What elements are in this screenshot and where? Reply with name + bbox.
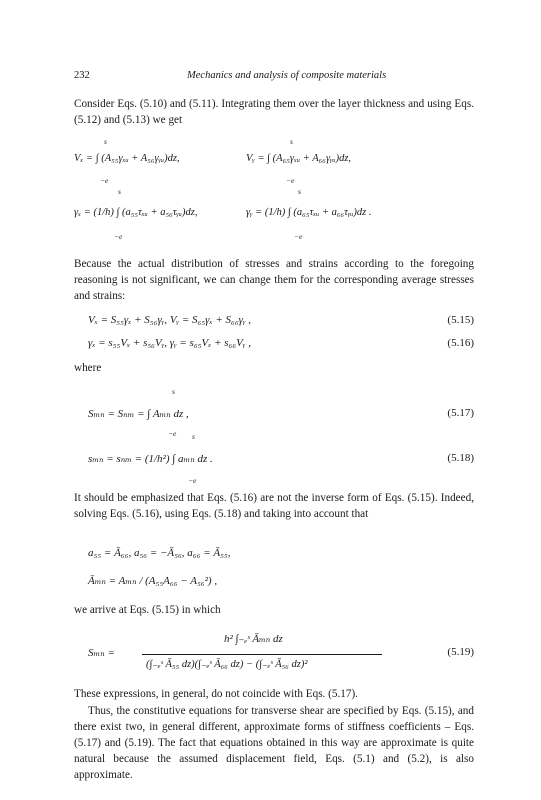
paragraph-average: Because the actual distribution of stresses and strains according to the foregoing reasoning is not significant, we can change them for the corresponding average stresses and strains: bbox=[74, 258, 474, 302]
equation-a-bar: Āₘₙ = Aₘₙ / (A₅₅A₆₆ − A₅₆²) , bbox=[88, 575, 218, 587]
equation-number-5-19: (5.19) bbox=[447, 646, 474, 658]
equation-5-17: s Sₘₙ = Sₙₘ = ∫ Aₘₙ dz , −e (5.17) bbox=[88, 387, 474, 438]
equation-5-15: Vₓ = S₅₅γₓ + S₅₆γᵧ, Vᵧ = S₆₅γₓ + S₆₆γᵧ , (5.15) bbox=[88, 314, 474, 326]
paragraph-conclusion: Thus, the constitutive equations for transverse shear are specified by Eqs. (5.15), and there exist two, in general different, approximate forms of stiffness coefficients – Eqs. (5.17) and (5.19). The fact that equations obtained in this way are approximate is quite natural because the assumed displacement field, Eqs. (5.1) and (5.2), is also approximate. bbox=[74, 705, 474, 781]
paragraph-arrive: we arrive at Eqs. (5.15) in which bbox=[74, 604, 221, 616]
equation-5-19-denominator: (∫₋ₑˢ Ā₅₅ dz)(∫₋ₑˢ Ā₆₆ dz) − (∫₋ₑˢ Ā₅₆ dz)² bbox=[146, 659, 308, 670]
equation-5-18: s sₘₙ = sₙₘ = (1/h²) ∫ aₘₙ dz . −e (5.18) bbox=[88, 432, 474, 485]
equation-number-5-17: (5.17) bbox=[447, 407, 474, 419]
equation-a-coefficients: a₅₅ = Ā₆₆, a₅₆ = −Ā₅₆, a₆₆ = Ā₅₅, bbox=[88, 547, 231, 559]
equation-number-5-15: (5.15) bbox=[447, 314, 474, 326]
equation-number-5-16: (5.16) bbox=[447, 337, 474, 349]
equation-5-19-numerator: h² ∫₋ₑˢ Āₘₙ dz bbox=[224, 633, 283, 645]
equation-number-5-18: (5.18) bbox=[447, 452, 474, 464]
equation-vx: s Vₓ = ∫ (A₅₅γₓᵤ + A₅₆γᵧᵤ)dz, −e bbox=[74, 137, 180, 185]
paragraph-not-coincide: These expressions, in general, do not coincide with Eqs. (5.17). bbox=[74, 688, 358, 700]
paragraph-where: where bbox=[74, 362, 102, 374]
paragraph-emphasis: It should be emphasized that Eqs. (5.16) are not the inverse form of Eqs. (5.15). Indeed, solving Eqs. (5.16), using Eqs. (5.18) and taking into account that bbox=[74, 492, 474, 520]
paragraph-intro: Consider Eqs. (5.10) and (5.11). Integrating them over the layer thickness and using Eqs. (5.12) and (5.13) we get bbox=[74, 98, 474, 126]
equation-vy: s Vᵧ = ∫ (A₆₅γₓᵤ + A₆₆γᵧᵤ)dz, −e bbox=[246, 137, 352, 185]
running-title: Mechanics and analysis of composite materials bbox=[187, 70, 387, 81]
equation-5-19: Sₘₙ = h² ∫₋ₑˢ Āₘₙ dz (∫₋ₑˢ Ā₅₅ dz)(∫₋ₑˢ Ā₆₆ dz) − (∫₋ₑˢ Ā₅₆ dz)² (5.19) bbox=[88, 633, 474, 670]
equation-gamma-y: s γᵧ = (1/h) ∫ (a₆₅τₓᵤ + a₆₆τᵧᵤ)dz . −e bbox=[246, 187, 372, 241]
equation-5-16: γₓ = s₅₅Vₓ + s₅₆Vᵧ, γᵧ = s₆₅Vₓ + s₆₆Vᵧ , (5.16) bbox=[88, 337, 474, 349]
page-number: 232 bbox=[74, 70, 90, 81]
equation-gamma-x: s γₓ = (1/h) ∫ (a₅₅τₓᵤ + a₅₆τᵧᵤ)dz, −e bbox=[74, 187, 198, 241]
